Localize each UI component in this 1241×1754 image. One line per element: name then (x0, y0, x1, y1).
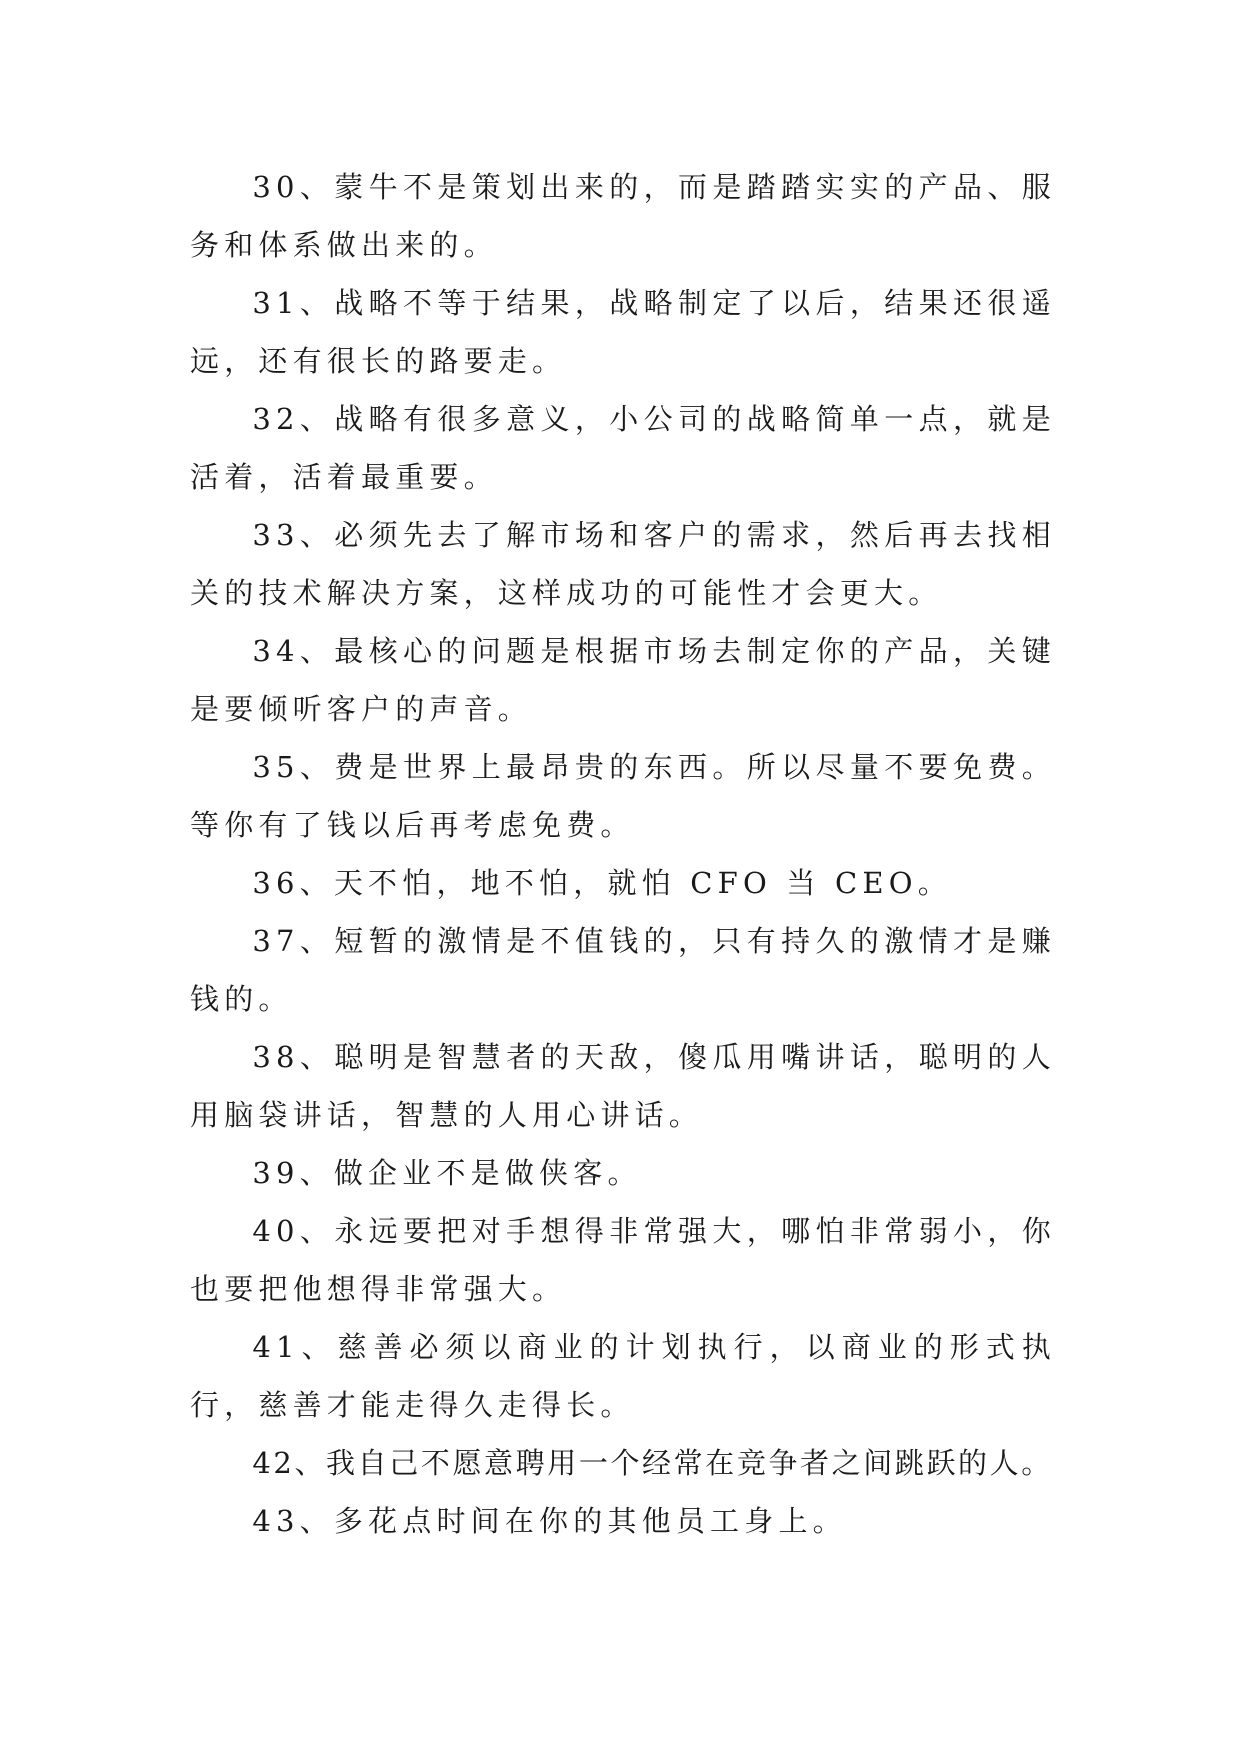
quote-paragraph-36: 36、天不怕，地不怕，就怕 CFO 当 CEO。 (252, 866, 952, 900)
quote-paragraph-39: 39、做企业不是做侠客。 (252, 1156, 642, 1190)
document-body (190, 158, 1056, 1550)
quote-paragraph-35: 35、费是世界上最昂贵的东西。所以尽量不要免费。等你有了钱以后再考虑免费。 (190, 750, 1056, 842)
quote-paragraph-32: 32、战略有很多意义，小公司的战略简单一点，就是活着，活着最重要。 (190, 402, 1056, 494)
quote-paragraph-31: 31、战略不等于结果，战略制定了以后，结果还很遥远，还有很长的路要走。 (190, 286, 1056, 378)
quote-paragraph-37: 37、短暂的激情是不值钱的，只有持久的激情才是赚钱的。 (190, 924, 1056, 1016)
quote-paragraph-41: 41、慈善必须以商业的计划执行，以商业的形式执行，慈善才能走得久走得长。 (190, 1330, 1056, 1422)
quote-paragraph-34: 34、最核心的问题是根据市场去制定你的产品，关键是要倾听客户的声音。 (190, 634, 1056, 726)
quote-paragraph-30: 30、蒙牛不是策划出来的，而是踏踏实实的产品、服务和体系做出来的。 (190, 170, 1056, 262)
quote-paragraph-40: 40、永远要把对手想得非常强大，哪怕非常弱小，你也要把他想得非常强大。 (190, 1214, 1056, 1306)
quote-paragraph-43: 43、多花点时间在你的其他员工身上。 (252, 1504, 847, 1538)
quote-paragraph-42: 42、我自己不愿意聘用一个经常在竞争者之间跳跃的人。 (252, 1446, 1053, 1480)
quote-paragraph-33: 33、必须先去了解市场和客户的需求，然后再去找相关的技术解决方案，这样成功的可能性才会更大。 (190, 518, 1056, 610)
quote-paragraph-38: 38、聪明是智慧者的天敌，傻瓜用嘴讲话，聪明的人用脑袋讲话，智慧的人用心讲话。 (190, 1040, 1056, 1132)
